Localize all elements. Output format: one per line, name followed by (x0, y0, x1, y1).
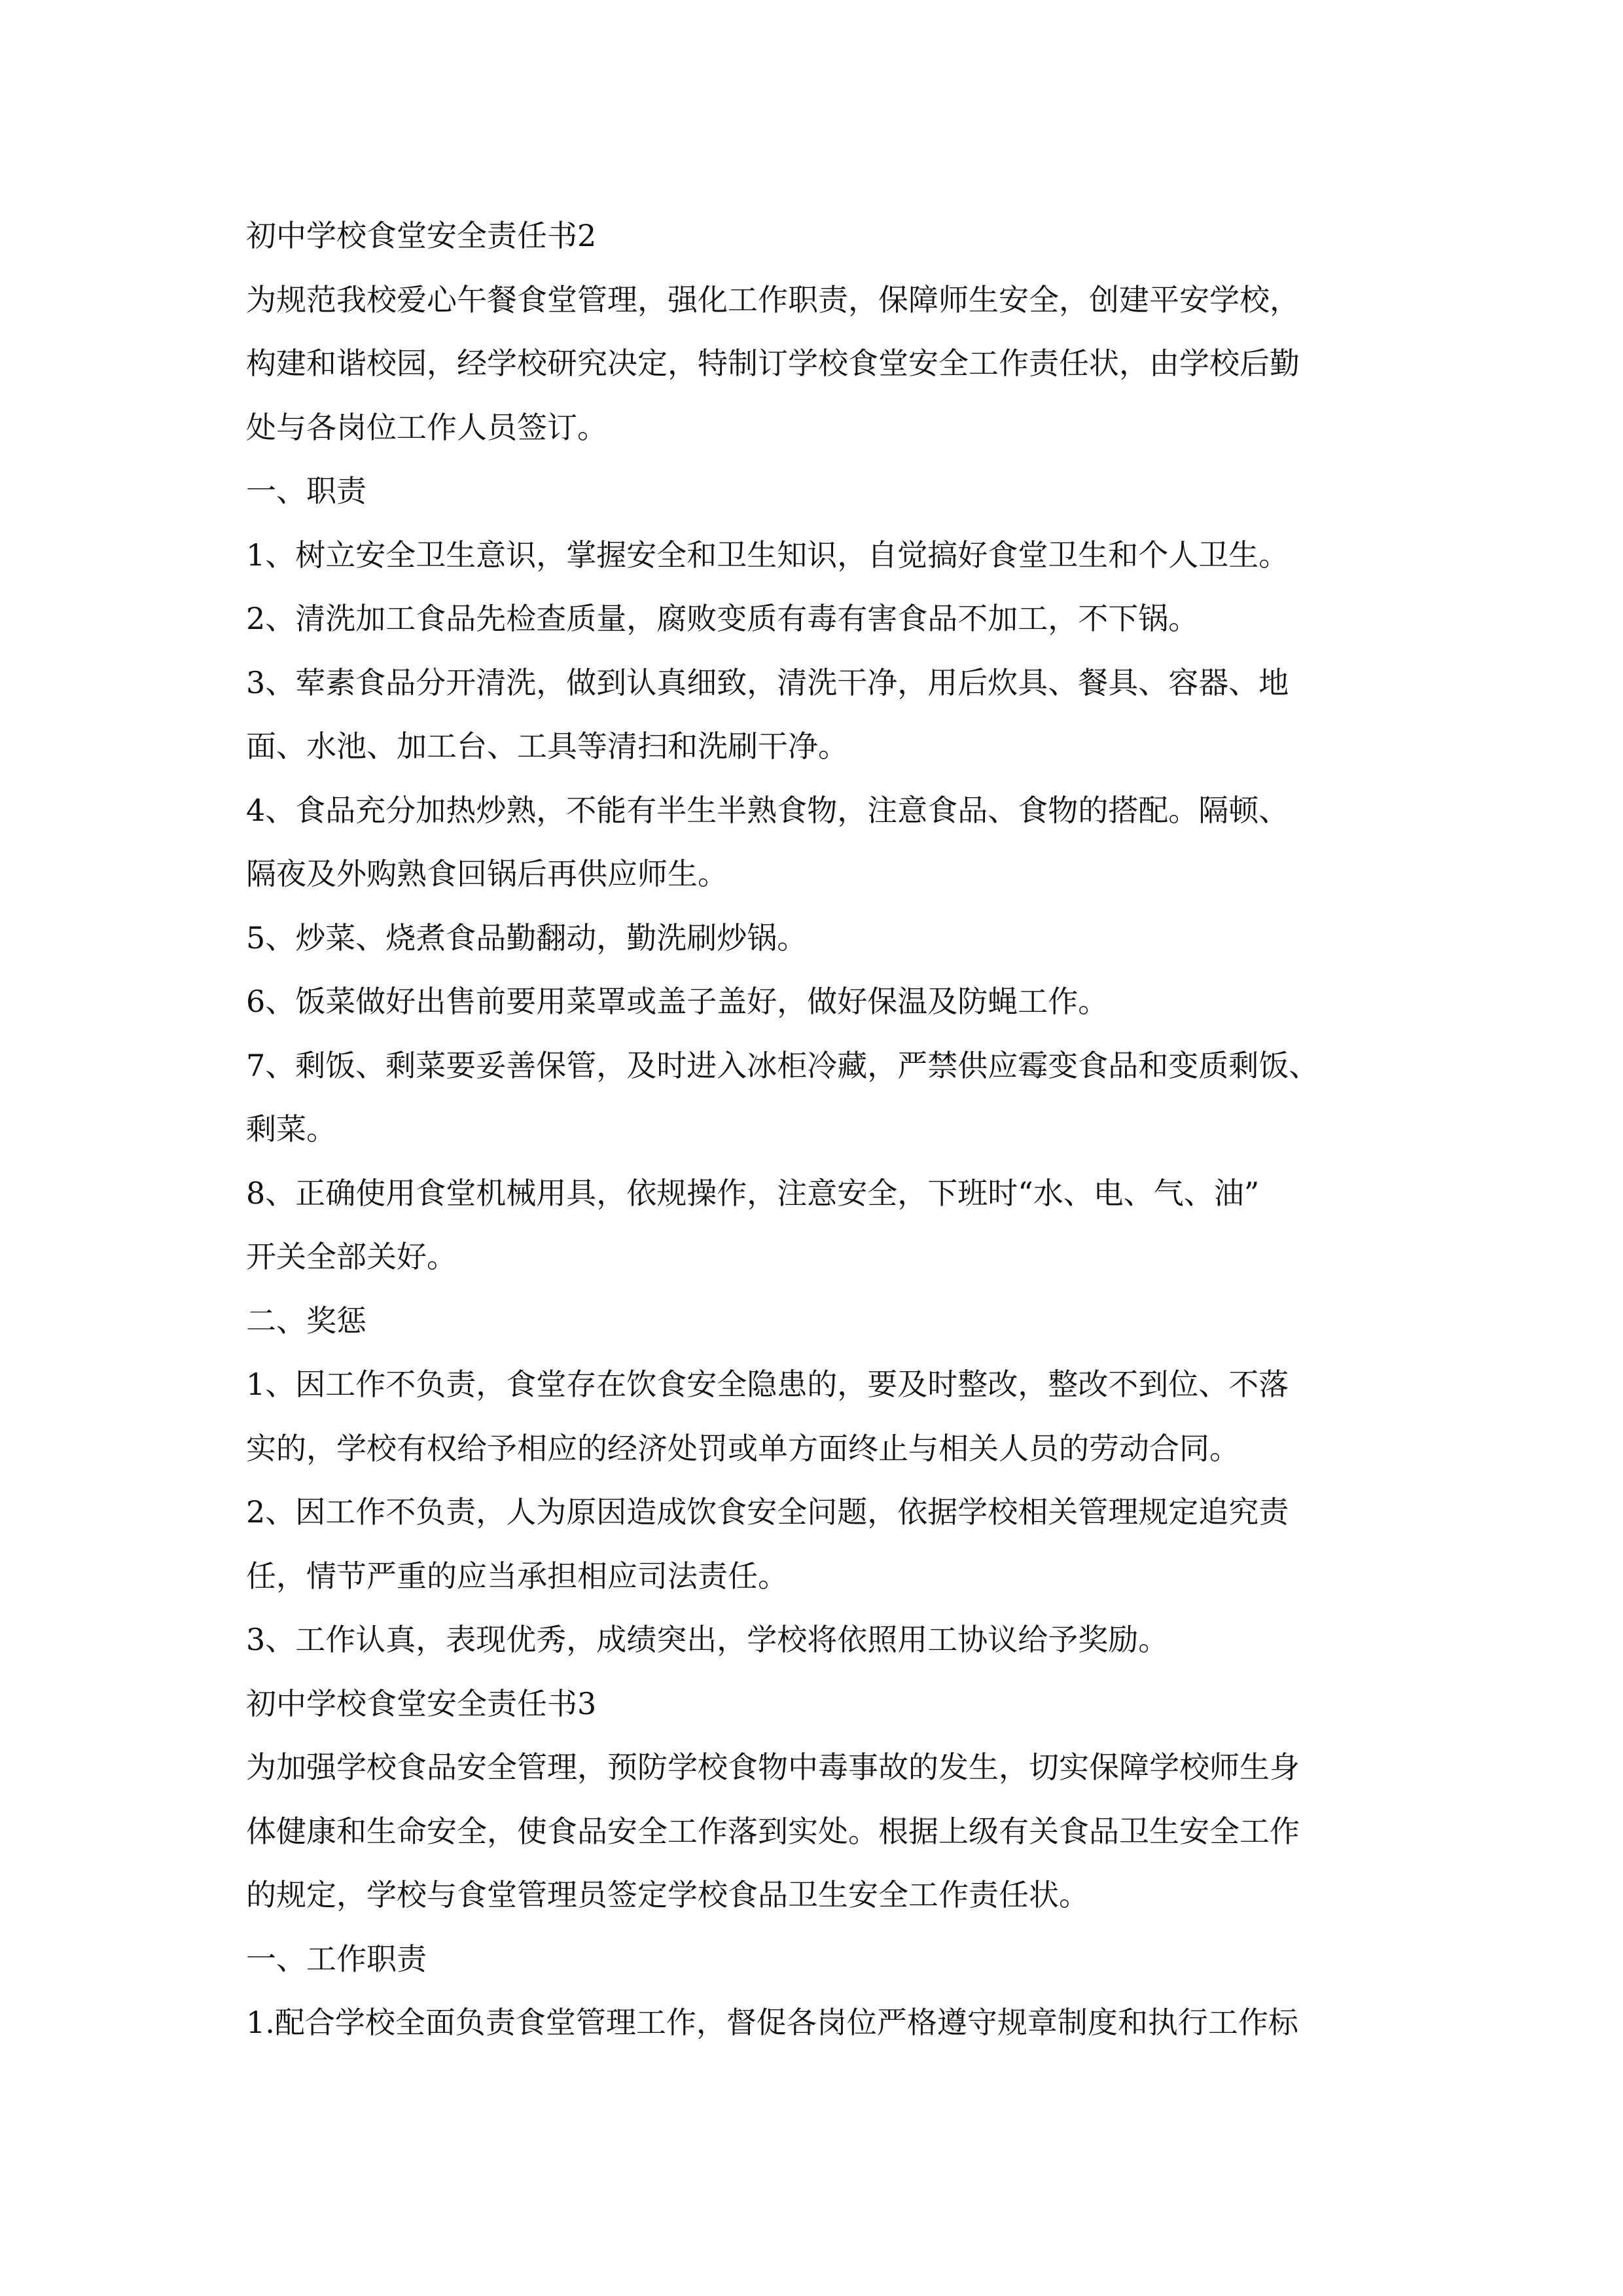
list-item-line: 剩菜。 (246, 1111, 336, 1147)
list-item-line: 4、食品充分加热炒熟，不能有半生半熟食物，注意食品、食物的搭配。隔顿、 (246, 792, 1289, 828)
list-item-line: 面、水池、加工台、工具等清扫和洗刷干净。 (246, 728, 848, 764)
list-item-line: 5、炒菜、烧煮食品勤翻动，勤洗刷炒锅。 (246, 920, 808, 956)
list-item-line: 3、荤素食品分开清洗，做到认真细致，清洗干净，用后炊具、餐具、容器、地 (246, 664, 1289, 700)
paragraph-line: 构建和谐校园，经学校研究决定，特制订学校食堂安全工作责任状，由学校后勤 (246, 346, 1300, 381)
paragraph-line: 为加强学校食品安全管理，预防学校食物中毒事故的发生，切实保障学校师生身 (246, 1749, 1300, 1785)
list-item-line: 任，情节严重的应当承担相应司法责任。 (246, 1558, 788, 1594)
list-item-line: 实的，学校有权给予相应的经济处罚或单方面终止与相关人员的劳动合同。 (246, 1430, 1240, 1466)
section-heading-work-duties: 一、工作职责 (246, 1941, 427, 1977)
document-title-3: 初中学校食堂安全责任书3 (246, 1685, 597, 1721)
list-item-line: 1、因工作不负责，食堂存在饮食安全隐患的，要及时整改，整改不到位、不落 (246, 1367, 1289, 1402)
list-item-line: 6、饭菜做好出售前要用菜罩或盖子盖好，做好保温及防蝇工作。 (246, 984, 1109, 1019)
list-item-line: 3、工作认真，表现优秀，成绩突出，学校将依照用工协议给予奖励。 (246, 1622, 1169, 1657)
paragraph-line: 的规定，学校与食堂管理员签定学校食品卫生安全工作责任状。 (246, 1877, 1089, 1912)
section-heading-duties: 一、职责 (246, 473, 366, 509)
list-item-line: 2、因工作不负责，人为原因造成饮食安全问题，依据学校相关管理规定追究责 (246, 1494, 1289, 1530)
list-item-line: 开关全部关好。 (246, 1239, 457, 1274)
paragraph-line: 为规范我校爱心午餐食堂管理，强化工作职责，保障师生安全，创建平安学校， (246, 281, 1300, 317)
list-item-line: 8、正确使用食堂机械用具，依规操作，注意安全，下班时“水、电、气、油” (246, 1175, 1260, 1211)
list-item-line: 7、剩饭、剩菜要妥善保管，及时进入冰柜冷藏，严禁供应霉变食品和变质剩饭、 (246, 1047, 1319, 1083)
list-item-line: 隔夜及外购熟食回锅后再供应师生。 (246, 856, 728, 891)
section-heading-rewards: 二、奖惩 (246, 1302, 366, 1338)
document-body (246, 204, 1398, 2055)
list-item-line: 1、树立安全卫生意识，掌握安全和卫生知识，自觉搞好食堂卫生和个人卫生。 (246, 537, 1289, 573)
list-item-line: 1.配合学校全面负责食堂管理工作，督促各岗位严格遵守规章制度和执行工作标 (246, 2005, 1298, 2040)
paragraph-line: 处与各岗位工作人员签订。 (246, 409, 607, 445)
list-item-line: 2、清洗加工食品先检查质量，腐败变质有毒有害食品不加工，不下锅。 (246, 601, 1199, 636)
document-title-2: 初中学校食堂安全责任书2 (246, 218, 597, 253)
paragraph-line: 体健康和生命安全，使食品安全工作落到实处。根据上级有关食品卫生安全工作 (246, 1813, 1300, 1849)
